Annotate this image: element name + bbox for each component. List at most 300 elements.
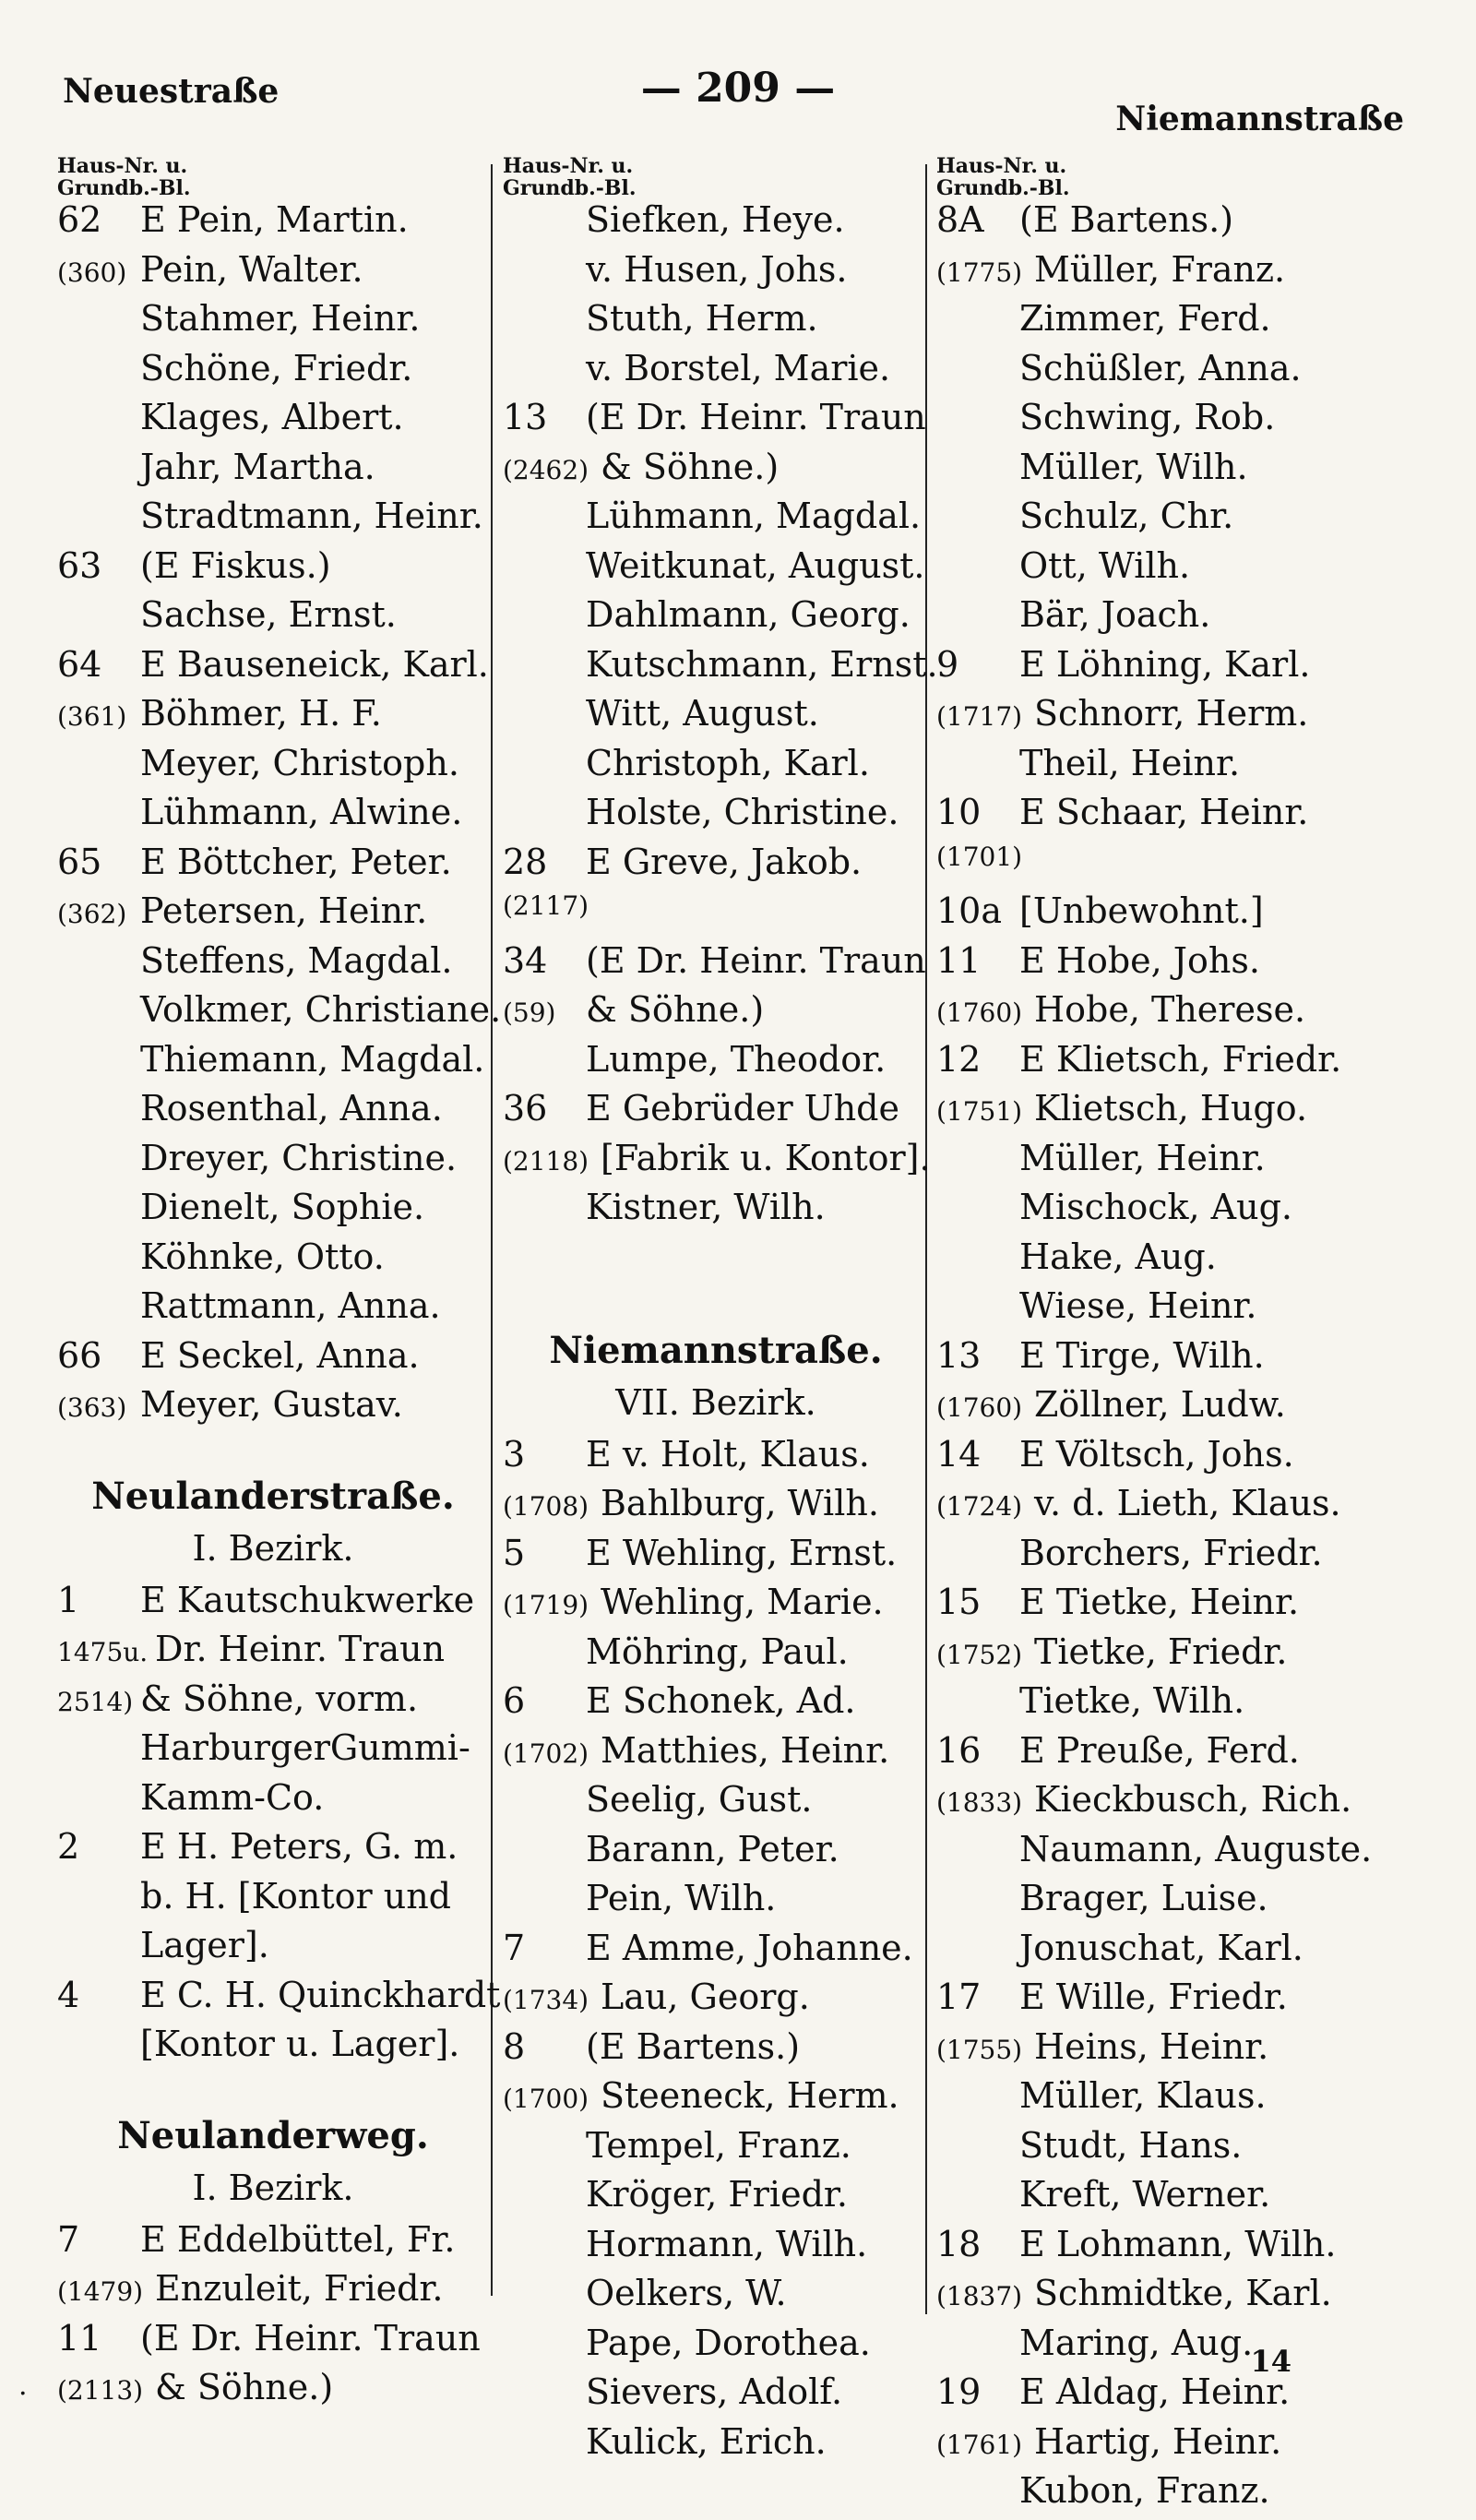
entry-row — [936, 1088, 1370, 1138]
entry-row — [936, 1928, 1370, 1977]
house-number: 36 — [503, 1088, 548, 1129]
ledger-number: (362) — [57, 899, 127, 929]
entry-row — [936, 693, 1370, 743]
resident-name: v. d. Lieth, Klaus. — [1034, 1483, 1341, 1523]
resident-name: Pein, Walter. — [140, 248, 363, 290]
resident-name: E C. H. Quinckhardt — [140, 1974, 501, 2015]
house-number: 62 — [57, 199, 102, 240]
resident-name: Tietke, Friedr. — [1034, 1630, 1288, 1672]
resident-name: Holste, Christine. — [586, 792, 899, 832]
resident-name: Thiemann, Magdal. — [140, 1038, 485, 1080]
resident-name: E Bauseneick, Karl. — [140, 643, 489, 685]
house-number: 12 — [936, 1038, 982, 1080]
resident-name: Brager, Luise. — [1019, 1878, 1268, 1918]
ledger-number: (1751) — [936, 1096, 1023, 1127]
resident-name: Schüßler, Anna. — [1019, 347, 1302, 388]
resident-name: Wehling, Marie. — [601, 1582, 884, 1622]
resident-name: E Gebrüder Uhde — [586, 1088, 899, 1129]
house-number: 66 — [57, 1334, 102, 1376]
resident-name: Schulz, Chr. — [1019, 496, 1234, 536]
resident-name: Dahlmann, Georg. — [586, 594, 911, 635]
entry-row — [57, 1088, 489, 1138]
resident-name: E Amme, Johanne. — [586, 1927, 913, 1968]
resident-name: E Böttcher, Peter. — [140, 841, 452, 882]
entry-row — [503, 2371, 929, 2421]
entry-row — [57, 842, 489, 891]
entry-row — [936, 792, 1370, 842]
district-heading: I. Bezirk. — [192, 2167, 354, 2208]
resident-name: E Greve, Jakob. — [586, 841, 863, 882]
entry-row — [936, 1828, 1373, 1879]
entry-row — [57, 2318, 489, 2368]
house-number: 13 — [503, 397, 548, 437]
resident-name: Bär, Joach. — [1019, 594, 1211, 635]
entry-row — [936, 842, 1370, 891]
entry-row — [503, 1582, 929, 1631]
resident-name: Lau, Georg. — [601, 1977, 810, 2017]
house-number: 63 — [57, 544, 102, 586]
ledger-number: (1717) — [936, 701, 1023, 732]
house-number: 7 — [503, 1927, 526, 1968]
spacer — [57, 2073, 489, 2114]
stray-dot: . — [18, 2370, 28, 2402]
column-head-line: Haus-Nr. u. — [936, 154, 1067, 178]
running-head-left: Neuestraße — [63, 72, 280, 111]
entry-row — [936, 1878, 1370, 1928]
resident-name: Zöllner, Ludw. — [1034, 1384, 1286, 1425]
column-head — [57, 155, 489, 199]
column-head-line: Grundb.-Bl. — [57, 176, 191, 200]
entry-row — [936, 249, 1370, 299]
entry-row — [503, 1977, 929, 2026]
entry-row — [57, 1925, 489, 1975]
entry-row — [936, 2224, 1370, 2274]
house-number: 13 — [936, 1334, 982, 1376]
resident-name: Möhring, Paul. — [586, 1630, 849, 1672]
resident-name: E Lohmann, Wilh. — [1019, 2223, 1337, 2264]
entry-row — [936, 890, 1370, 940]
ledger-number: (360) — [57, 257, 127, 288]
entry-row — [503, 1878, 929, 1928]
entry-row — [503, 693, 929, 743]
house-number: 7 — [57, 2218, 80, 2260]
house-number: 4 — [57, 1974, 80, 2015]
resident-name: Jahr, Martha. — [140, 446, 375, 487]
resident-name: Zimmer, Ferd. — [1019, 298, 1271, 339]
column-head-line: Grundb.-Bl. — [936, 176, 1070, 200]
resident-name: Bahlburg, Wilh. — [601, 1483, 879, 1523]
entry-row — [936, 2075, 1370, 2125]
resident-name: Müller, Heinr. — [1019, 1137, 1266, 1178]
resident-name: E Löhning, Karl. — [1019, 643, 1311, 685]
house-number: 28 — [503, 841, 548, 882]
entry-row — [936, 397, 1370, 447]
house-number: 64 — [57, 643, 102, 685]
resident-name: Siefken, Heye. — [586, 199, 845, 240]
resident-name: & Söhne.) — [155, 2367, 334, 2407]
resident-name: Heins, Heinr. — [1034, 2025, 1269, 2067]
resident-name: E Kautschukwerke — [140, 1579, 475, 1620]
spacer — [57, 1434, 489, 1475]
ledger-number: (363) — [57, 1392, 127, 1423]
resident-name: Lumpe, Theodor. — [586, 1038, 887, 1080]
entry-row — [503, 643, 938, 694]
entry-row — [503, 1138, 929, 1188]
entry-row — [503, 1631, 929, 1681]
resident-name: Borchers, Friedr. — [1019, 1532, 1323, 1573]
house-number: 14 — [936, 1433, 982, 1475]
column-head-line: Haus-Nr. u. — [503, 154, 634, 178]
entry-row — [936, 2371, 1370, 2421]
resident-name: Studt, Hans. — [1019, 2124, 1243, 2166]
resident-name: Lager]. — [140, 1925, 269, 1965]
entry-row — [57, 1236, 489, 1286]
entry-row — [936, 644, 1370, 694]
resident-name: E H. Peters, G. m. — [140, 1826, 458, 1867]
house-number: 11 — [57, 2317, 102, 2359]
entry-row — [57, 1876, 489, 1926]
resident-name: Stradtmann, Heinr. — [140, 496, 483, 536]
resident-name: Theil, Heinr. — [1019, 742, 1241, 783]
ledger-number: (59) — [503, 997, 556, 1028]
entry-row — [57, 2219, 489, 2269]
entry-row — [936, 2273, 1370, 2323]
resident-name: (E Fiskus.) — [140, 544, 331, 586]
entry-row — [503, 348, 929, 398]
resident-name: Schöne, Friedr. — [140, 347, 413, 388]
ledger-number: (2118) — [503, 1145, 589, 1176]
resident-name: Pape, Dorothea. — [586, 2322, 871, 2363]
resident-name: E Pein, Martin. — [140, 199, 409, 240]
house-number: 17 — [936, 1977, 982, 2017]
resident-name: Meyer, Christoph. — [140, 742, 459, 783]
signature-mark: 14 — [1250, 2344, 1292, 2379]
resident-name: Meyer, Gustav. — [140, 1384, 403, 1425]
ledger-number: (1700) — [503, 2084, 589, 2114]
resident-name: (E Bartens.) — [1019, 199, 1234, 240]
resident-name: v. Husen, Johs. — [586, 248, 848, 290]
house-number: 8A — [936, 199, 984, 240]
entry-row — [57, 1826, 489, 1876]
resident-name: E v. Holt, Klaus. — [586, 1433, 870, 1475]
house-number: 11 — [936, 939, 982, 981]
entry-row — [57, 298, 489, 348]
resident-name: Kreft, Werner. — [1019, 2174, 1271, 2215]
house-number: 10a — [936, 890, 1003, 931]
entry-row — [57, 1727, 489, 1777]
spacer — [503, 1236, 929, 1283]
entry-row — [503, 2323, 929, 2372]
resident-name: E Preuße, Ferd. — [1019, 1729, 1300, 1771]
column-2 — [503, 154, 938, 2470]
entry-row — [57, 545, 489, 595]
resident-name: Köhnke, Otto. — [140, 1236, 385, 1277]
house-number: 15 — [936, 1582, 982, 1622]
entry-row — [57, 2367, 489, 2417]
ledger-number: (1755) — [936, 2034, 1023, 2065]
resident-name: E Aldag, Heinr. — [1019, 2371, 1291, 2412]
entry-row — [57, 1384, 489, 1434]
entry-row — [57, 249, 489, 299]
ledger-number: (1752) — [936, 1639, 1023, 1670]
resident-name: & Söhne.) — [601, 446, 780, 487]
entry-row — [936, 1779, 1370, 1829]
house-number: 2 — [57, 1826, 80, 1867]
entry-row — [936, 743, 1370, 793]
entry-row — [57, 199, 489, 249]
resident-name: Kutschmann, Ernst. — [586, 643, 938, 685]
resident-name: Volkmer, Christiane. — [140, 989, 502, 1030]
entry-row — [936, 2421, 1370, 2471]
resident-name: E Schaar, Heinr. — [1019, 792, 1309, 832]
entry-row — [936, 2470, 1370, 2520]
entry-row — [503, 792, 929, 842]
entry-row — [503, 594, 929, 644]
entry-row — [57, 1039, 489, 1089]
entry-row — [57, 1335, 489, 1385]
entry-row — [936, 1434, 1370, 1484]
entry-row — [57, 989, 502, 1039]
entry-row — [503, 1680, 929, 1730]
resident-name: [Kontor u. Lager]. — [140, 2024, 460, 2064]
ledger-number: (1833) — [936, 1787, 1023, 1818]
entry-row — [503, 1928, 929, 1977]
entry-row — [936, 1483, 1370, 1533]
entry-row — [936, 1631, 1370, 1681]
resident-name: Kistner, Wilh. — [586, 1187, 826, 1227]
resident-name: (E Dr. Heinr. Traun — [586, 397, 926, 437]
ledger-number: (361) — [57, 701, 127, 732]
resident-name: E Wille, Friedr. — [1019, 1977, 1288, 2017]
resident-name: [Unbewohnt.] — [1019, 890, 1264, 931]
entry-row — [57, 1285, 489, 1335]
entry-row — [936, 1285, 1370, 1335]
entry-row — [503, 298, 929, 348]
entry-row — [936, 1680, 1370, 1730]
entry-row — [936, 2323, 1370, 2372]
ledger-number: (1760) — [936, 997, 1023, 1028]
resident-name: Seelig, Gust. — [586, 1779, 813, 1820]
resident-name: Weitkunat, August. — [586, 544, 925, 586]
resident-name: E Tietke, Heinr. — [1019, 1582, 1300, 1622]
entry-row — [503, 2421, 929, 2471]
entry-row — [936, 496, 1370, 545]
resident-name: Matthies, Heinr. — [601, 1729, 890, 1771]
resident-name: Hartig, Heinr. — [1034, 2420, 1282, 2462]
resident-name: E Klietsch, Friedr. — [1019, 1038, 1342, 1080]
resident-name: Rattmann, Anna. — [140, 1285, 441, 1326]
resident-name: Maring, Aug. — [1019, 2322, 1254, 2363]
entry-row — [936, 594, 1370, 644]
resident-name: Klages, Albert. — [140, 397, 404, 437]
resident-name: Klietsch, Hugo. — [1034, 1088, 1308, 1129]
resident-name: E Schonek, Ad. — [586, 1680, 856, 1721]
entry-row — [503, 1779, 929, 1829]
entry-row — [57, 940, 489, 990]
ledger-number: (2113) — [57, 2375, 144, 2406]
entry-row — [936, 348, 1370, 398]
entry-row — [57, 1138, 489, 1188]
ledger-number: (1734) — [503, 1985, 589, 2015]
resident-name: Böhmer, H. F. — [140, 693, 382, 734]
house-number: 9 — [936, 643, 959, 685]
resident-name: Petersen, Heinr. — [140, 890, 428, 931]
resident-name: (E Dr. Heinr. Traun — [586, 939, 926, 981]
entry-row — [503, 743, 929, 793]
house-number: 1 — [57, 1579, 80, 1620]
resident-name: Tietke, Wilh. — [1019, 1680, 1245, 1721]
resident-name: Rosenthal, Anna. — [140, 1088, 443, 1129]
entry-row — [936, 1977, 1370, 2026]
ledger-number: (1708) — [503, 1491, 589, 1522]
ledger-number: (1724) — [936, 1491, 1023, 1522]
ledger-number: (1760) — [936, 1392, 1023, 1423]
street-heading: Neulanderstraße. — [91, 1474, 455, 1518]
entry-row — [57, 1678, 489, 1728]
entry-row — [503, 1187, 929, 1236]
house-number: 65 — [57, 841, 102, 882]
resident-name: Schmidtke, Karl. — [1034, 2273, 1332, 2313]
entry-row — [57, 447, 489, 496]
house-number: 19 — [936, 2371, 982, 2412]
entry-row — [57, 1629, 489, 1678]
house-number: 34 — [503, 939, 548, 981]
resident-name: Kubon, Franz. — [1019, 2470, 1270, 2511]
resident-name: Dr. Heinr. Traun — [155, 1629, 446, 1669]
entry-row — [936, 1384, 1370, 1434]
resident-name: Christoph, Karl. — [586, 742, 870, 783]
resident-name: Kamm-Co. — [140, 1776, 325, 1818]
ledger-number: (1837) — [936, 2281, 1023, 2311]
resident-name: Naumann, Auguste. — [1019, 1828, 1373, 1869]
resident-name: v. Borstel, Marie. — [586, 347, 891, 388]
resident-name: Mischock, Aug. — [1019, 1187, 1292, 1227]
entry-row — [57, 1580, 489, 1630]
resident-name: [Fabrik u. Kontor]. — [601, 1137, 931, 1178]
ledger-number: (1702) — [503, 1738, 589, 1769]
entry-row — [503, 199, 929, 249]
entry-row — [503, 842, 929, 891]
house-number: 18 — [936, 2223, 982, 2264]
entry-row — [503, 1533, 929, 1582]
resident-name: b. H. [Kontor und — [140, 1875, 451, 1917]
entry-row — [503, 249, 929, 299]
resident-name: Sievers, Adolf. — [586, 2371, 843, 2412]
ledger-number: (1701) — [936, 841, 1023, 872]
entry-row — [57, 1187, 489, 1236]
resident-name: E Wehling, Ernst. — [586, 1532, 898, 1573]
ledger-number: (1775) — [936, 257, 1023, 288]
spacer — [503, 1283, 929, 1329]
column-1 — [57, 154, 502, 2417]
entry-row — [57, 1777, 489, 1827]
entry-row — [936, 199, 1370, 249]
ledger-number: (2462) — [503, 454, 589, 485]
entry-row — [936, 1039, 1370, 1089]
resident-name: Schwing, Rob. — [1019, 397, 1276, 437]
column-head — [936, 155, 1370, 199]
entry-row — [936, 1533, 1370, 1582]
entry-row — [57, 397, 489, 447]
house-number: 6 — [503, 1680, 526, 1721]
entry-row — [57, 594, 489, 644]
entry-row — [936, 1335, 1370, 1385]
entry-row — [503, 1829, 929, 1879]
resident-name: Wiese, Heinr. — [1019, 1285, 1257, 1326]
entry-row — [57, 743, 489, 793]
entry-row — [57, 2024, 489, 2073]
entry-row — [936, 1236, 1370, 1286]
page-number-head: — 209 — — [640, 65, 836, 112]
entry-row — [936, 2026, 1370, 2076]
house-number: 8 — [503, 2025, 526, 2067]
resident-name: Schnorr, Herm. — [1034, 693, 1309, 734]
entry-row — [503, 2075, 929, 2125]
ledger-number: (1479) — [57, 2276, 144, 2307]
entry-row — [936, 298, 1370, 348]
resident-name: Kulick, Erich. — [586, 2420, 827, 2462]
resident-name: Tempel, Franz. — [586, 2124, 851, 2166]
entry-row — [503, 496, 929, 545]
ledger-number: 2514) — [57, 1686, 134, 1717]
resident-name: Dienelt, Sophie. — [140, 1187, 425, 1227]
ledger-number: (1761) — [936, 2429, 1023, 2460]
resident-name: Hake, Aug. — [1019, 1236, 1217, 1277]
resident-name: E Tirge, Wilh. — [1019, 1334, 1265, 1376]
entry-row — [936, 940, 1370, 990]
entry-row — [57, 496, 489, 545]
resident-name: Pein, Wilh. — [586, 1878, 777, 1918]
column-3 — [936, 154, 1373, 2520]
entry-row — [57, 2268, 489, 2318]
resident-name: Müller, Franz. — [1034, 248, 1286, 290]
house-number: 16 — [936, 1729, 982, 1771]
resident-name: Müller, Klaus. — [1019, 2075, 1267, 2116]
resident-name: Hobe, Therese. — [1034, 989, 1306, 1030]
entry-row — [936, 1730, 1370, 1780]
resident-name: E Völtsch, Johs. — [1019, 1433, 1294, 1475]
entry-row — [57, 890, 489, 940]
resident-name: Kieckbusch, Rich. — [1034, 1779, 1352, 1820]
entry-row — [503, 2273, 929, 2323]
entry-row — [57, 693, 489, 743]
entry-row — [936, 989, 1370, 1039]
entry-row — [503, 545, 929, 595]
entry-row — [503, 2174, 929, 2224]
resident-name: Enzuleit, Friedr. — [155, 2268, 444, 2309]
resident-name: Stahmer, Heinr. — [140, 298, 421, 339]
house-number: 10 — [936, 792, 982, 832]
running-head-right: Niemannstraße — [1115, 100, 1404, 138]
column-head-line: Haus-Nr. u. — [57, 154, 188, 178]
ledger-number: 1475u. — [57, 1637, 149, 1667]
column-head — [503, 155, 929, 199]
entry-row — [57, 348, 489, 398]
entry-row — [936, 545, 1370, 595]
resident-name: Witt, August. — [586, 693, 819, 734]
street-heading: Neulanderweg. — [117, 2113, 429, 2157]
entry-row — [936, 447, 1370, 496]
resident-name: (E Dr. Heinr. Traun — [140, 2317, 481, 2359]
resident-name: Müller, Wilh. — [1019, 446, 1248, 487]
resident-name: Barann, Peter. — [586, 1828, 839, 1869]
resident-name: & Söhne, vorm. — [140, 1678, 419, 1719]
entry-row — [57, 792, 489, 842]
resident-name: Kröger, Friedr. — [586, 2174, 848, 2215]
resident-name: Ott, Wilh. — [1019, 544, 1191, 586]
entry-row — [503, 1434, 929, 1484]
resident-name: E Seckel, Anna. — [140, 1334, 420, 1376]
